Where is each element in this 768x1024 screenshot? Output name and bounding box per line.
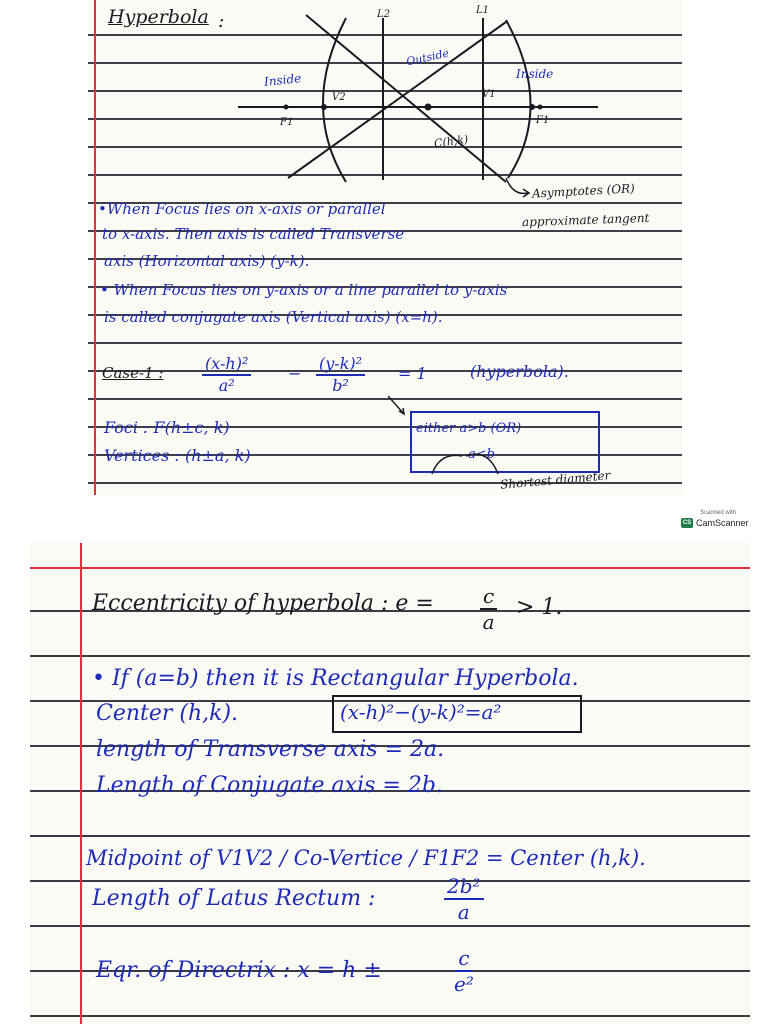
ecc-frac-den: a [482,610,495,634]
conjugate-axis-length: Length of Conjugate axis = 2b. [96,773,443,798]
eccentricity-tail: > 1. [516,595,563,620]
box-line-1: either a>b (OR) [416,421,522,436]
top-red-line [30,567,750,569]
foci-text: Foci : F(h±c, k) [104,418,230,437]
text-line-1: •When Focus lies on x-axis or parallel [98,200,386,218]
latus-den: a [457,900,470,924]
eccentricity-fraction [480,586,497,632]
camscanner-logo-icon: CS [682,520,692,526]
case1-fraction-2 [316,356,365,394]
label-v1: V1 [482,89,496,100]
text-line-5: is called conjugate axis (Vertical axis) (x=h). [104,308,443,326]
rect-equation: (x-h)²−(y-k)²=a² [340,700,502,724]
eccentricity-label: Eccentricity of hyperbola : e = [92,591,434,616]
camscanner-brand: CamScanner [696,518,749,528]
case1-minus: − [288,364,302,383]
label-focus-right: F1 [536,115,550,126]
label-approx-tangent: approximate tangent [521,210,650,230]
vertex-v2-point [321,104,327,110]
label-center: C(h,k) [433,132,469,151]
case1-label: Case-1 : [102,364,164,382]
shortest-diameter: Shortest diameter [499,468,611,492]
label-l1: L1 [476,5,490,16]
hyperbola-diagram [88,0,682,200]
directrix-label: Eqr. of Directrix : x = h ± [96,958,382,983]
case1-equals: = 1 [398,364,427,383]
scanned-with-text: Scanned with [699,510,737,516]
center-point [425,104,432,111]
latus-num: 2b² [444,876,484,900]
label-v2: V2 [332,92,346,103]
center-text: Center (h,k). [96,701,239,726]
latus-rectum-label: Length of Latus Rectum : [92,886,376,911]
transverse-axis-length: length of Transverse axis = 2a. [96,737,445,762]
text-line-3: axis (Horizontal axis) (y-k). [104,252,310,270]
vertices-text: Vertices : (h±a, k) [104,446,251,465]
focus-left-point [284,105,289,110]
notebook-page-1 [88,0,682,495]
label-l2: L2 [377,9,391,20]
label-asymptotes: Asymptotes (OR) [531,181,636,201]
title-colon: : [218,10,225,32]
case1-frac2-den: b² [332,376,349,395]
directrix-fraction [454,948,474,994]
case1-frac1-num: (x-h)² [202,356,251,376]
directrix-num: c [455,948,472,972]
page-title: Hyperbola [108,6,209,28]
label-outside: Outside [405,46,451,69]
ecc-frac-num: c [480,586,497,610]
label-inside-left: Inside [263,71,302,89]
case1-fraction-1 [202,356,251,394]
hyperbola-right-branch [506,20,531,178]
asymptote-arrow [506,178,528,193]
vertex-v1-point [529,104,535,110]
rectangular-line: • If (a=b) then it is Rectangular Hyperbola. [92,666,579,691]
text-line-4: • When Focus lies on y-axis or a line parallel to y-axis [100,281,508,299]
label-focus-left: F1 [280,117,294,128]
case1-frac1-den: a² [218,376,235,395]
label-inside-right: Inside [516,67,554,81]
case1-note: (hyperbola). [470,362,569,381]
midpoint-line: Midpoint of V1V2 / Co-Vertice / F1F2 = Center (h,k). [86,846,646,870]
focus-right-point [538,105,543,110]
box-line-2: a<b [468,447,495,462]
margin-line [80,543,82,1024]
notebook-page-2 [30,543,750,1024]
text-line-2: to x-axis. Then axis is called Transverse [102,225,405,243]
latus-rectum-fraction [444,876,484,922]
directrix-den: e² [454,972,474,996]
camscanner-watermark [681,510,755,536]
case1-frac2-num: (y-k)² [316,356,365,376]
